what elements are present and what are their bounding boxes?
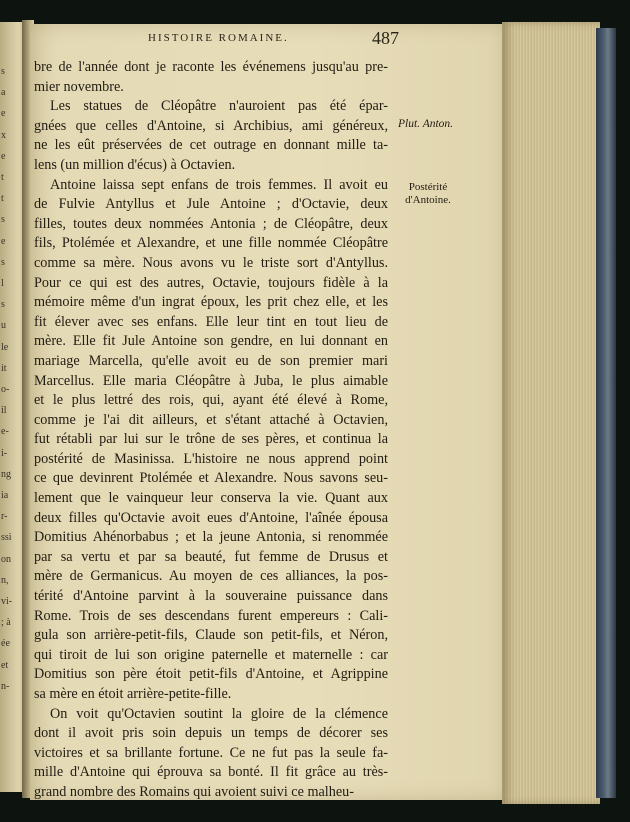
left-page-fragment: s (1, 214, 5, 226)
left-page-fragment: it (1, 362, 7, 374)
left-page-fragment: ia (1, 490, 9, 501)
text-line: Marcellus. Elle maria Cléopâtre à Juba, le plus aimable (34, 372, 388, 389)
text-line: fils, Ptolémée et Alexandre, et une fille nommée Cléopâtre (34, 235, 388, 252)
page-number: 487 (372, 28, 399, 48)
text-line: grand nombre des Romains qui avoient suivi ce malheu- (34, 783, 354, 800)
left-page-fragment: e (1, 235, 6, 247)
text-line: deux filles qu'Octavie avoit eues d'Antoine, l'aînée épousa (34, 509, 388, 526)
left-page-fragment: x (1, 129, 6, 141)
margin-note-posterity (400, 181, 456, 207)
text-line: Antoine laissa sept enfans de trois femmes. Il avoit eu (50, 176, 388, 193)
text-line: gnées que celles d'Antoine, si Archibius, ami généreux, (34, 117, 388, 134)
text-line: filles, toutes deux nommées Antonia ; de Cléopâtre, deux (34, 215, 388, 232)
left-page-fragment: ssi (1, 532, 12, 544)
left-page-fragment: e (1, 108, 6, 120)
left-page-fragment: s (1, 256, 5, 268)
margin-note-line: d'Antoine. (405, 194, 451, 206)
text-line: mier novembre. (34, 78, 124, 95)
text-line: postérité de Masinissa. L'histoire ne nous apprend point (34, 450, 388, 467)
left-page-fragment: e- (1, 426, 9, 438)
left-page-fragment: u (1, 320, 6, 332)
text-line: victoires et sa brillante fortune. Ce ne fut pas la seule fa- (34, 744, 388, 761)
text-line: lement que le vainqueur leur conserva la vie. Quant aux (34, 490, 388, 507)
left-page-fragment: on (1, 553, 11, 565)
text-line: qui tiroit de lui son origine paternelle et maternelle : car (34, 646, 388, 663)
text-line: lens (un million d'écus) à Octavien. (34, 156, 236, 173)
text-line: mère. Elle fit Jule Antoine son gendre, en lui donnant en (34, 333, 388, 350)
left-page-fragment: ; à (1, 617, 11, 629)
text-line: térité d'Antoine parvint à la souveraine puissance dans (34, 588, 388, 605)
page-edges (502, 22, 600, 804)
text-line: gula son arrière-petit-fils, Claude son petit-fils, et Néron, (34, 627, 388, 644)
left-page-fragment: e (1, 150, 6, 162)
text-line: Les statues de Cléopâtre n'auroient pas été épar- (50, 98, 388, 115)
text-line: par sa vertu et par sa beauté, fut femme de Drusus et (34, 548, 388, 565)
text-line: bre de l'année dont je raconte les événemens jusqu'au pre- (34, 59, 388, 75)
text-line: dont il avoit pris soin depuis un temps de décorer ses (34, 725, 388, 742)
left-page-fragment: vi- (1, 596, 13, 607)
text-line: comme je l'ai dit ailleurs, et s'étant attaché à Octavien, (34, 411, 388, 428)
left-page-fragment: i- (1, 447, 8, 459)
left-page-fragment: il (1, 405, 7, 417)
left-page-fragment: t (1, 193, 4, 205)
text-line: comme sa mère. Nous avons vu le triste sort d'Antyllus. (34, 254, 388, 271)
text-line: mille d'Antoine qui éprouva sa bonté. Il fit grâce au très- (34, 764, 388, 781)
text-line: Domitius Ahénorbabus ; et la jeune Antonia, si renommée (34, 529, 388, 546)
text-line: ne les eût préservées de cet outrage en donnant mille ta- (34, 137, 388, 154)
text-line: mariage Marcella, qu'elle avoit eu de son premier mari (34, 352, 388, 369)
text-line: mère de Germanicus. Au moyen de ces alliances, la pos- (34, 568, 388, 585)
left-page-fragment: t (1, 172, 4, 183)
text-line: Rome. Trois de ses descendans furent empereurs : Cali- (34, 607, 388, 624)
left-page-fragment: a (1, 87, 6, 99)
text-line: et le plus lettré des rois, qui, ayant été élevé à Rome, (34, 392, 388, 409)
left-page-fragment: et (1, 659, 9, 671)
text-line: de Fulvie Antyllus et Jule Antoine ; d'Octavie, deux (34, 196, 388, 213)
margin-note-text: Plut. Anton. (398, 118, 454, 130)
left-page-fragment: ée (1, 638, 10, 650)
text-line: Pour ce qui est des autres, Octavie, toujours fidèle à la (34, 274, 388, 291)
left-page-fragment: ng (1, 468, 11, 480)
left-page-fragment: s (1, 66, 5, 77)
text-line: mémoire même d'un ingrat époux, les prit chez elle, et les (34, 294, 388, 311)
left-page-fragment: o- (1, 384, 10, 395)
text-line: ce que devinrent Ptolémée et Alexandre. Nous savons seu- (34, 470, 388, 487)
left-page-fragment: l (1, 278, 4, 289)
text-line: fit élever avec ses enfans. Elle leur tint en tout lieu de (34, 313, 388, 330)
left-page-fragment: n- (1, 680, 10, 692)
left-page-fragment: le (1, 341, 9, 353)
margin-note-plutarch (398, 118, 453, 131)
book-cover (596, 28, 616, 798)
text-line: sa mère en étoit arrière-petite-fille. (34, 686, 232, 702)
text-line: fut rétabli par lui sur le trône de ses pères, et continua la (34, 431, 388, 448)
running-title: HISTOIRE ROMAINE. (148, 32, 289, 44)
left-page-fragment: n, (1, 574, 9, 586)
text-line: On voit qu'Octavien soutint la gloire de la clémence (50, 705, 388, 722)
margin-note-line: Postérité (408, 181, 448, 193)
body-text (34, 58, 388, 803)
text-line: Domitius son père étoit petit-fils d'Antoine, et Agrippine (34, 666, 388, 683)
left-page-fragment: r- (1, 511, 8, 523)
left-page-fragment: s (1, 299, 5, 311)
